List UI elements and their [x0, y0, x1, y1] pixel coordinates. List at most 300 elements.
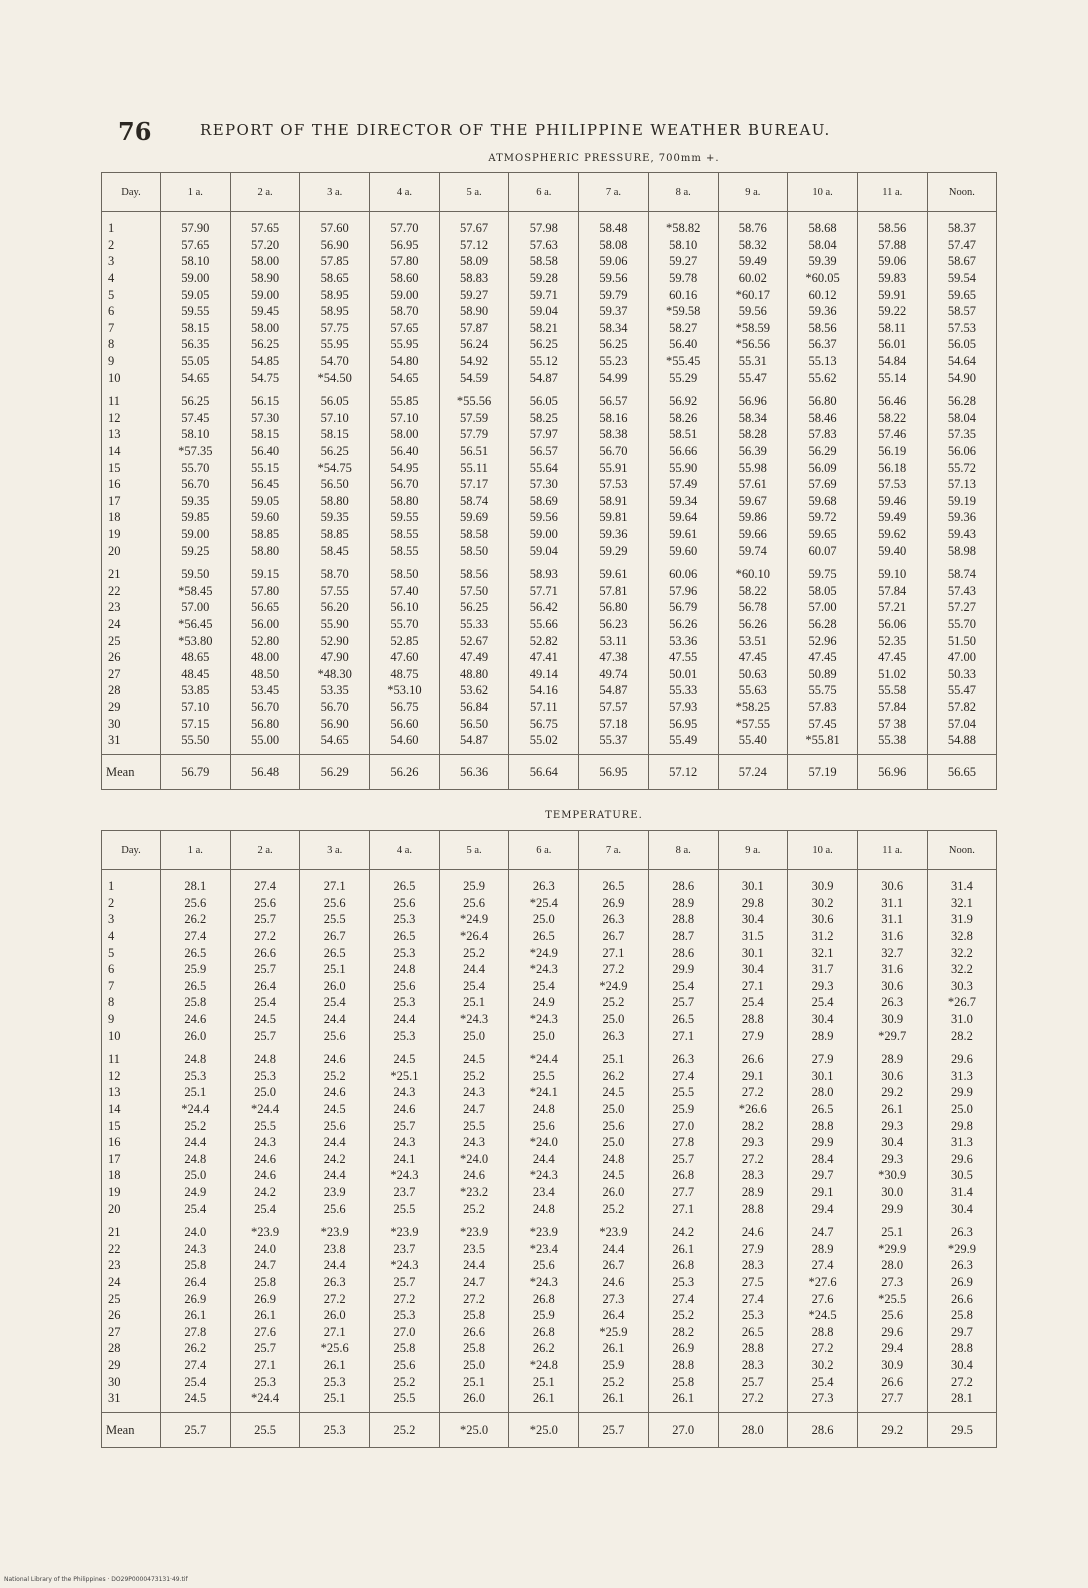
value-cell: 32.1	[927, 895, 997, 912]
table-row	[102, 509, 997, 526]
column-header: 4 a.	[370, 173, 440, 212]
value-cell: 26.8	[509, 1290, 579, 1307]
table-row	[102, 632, 997, 649]
value-cell: 59.29	[579, 542, 649, 559]
value-cell: 58.48	[579, 212, 649, 237]
value-cell: 59.04	[509, 303, 579, 320]
value-cell: 59.28	[509, 270, 579, 287]
day-cell: 4	[102, 928, 161, 945]
value-cell: 27.2	[230, 928, 300, 945]
value-cell: 32.7	[857, 944, 927, 961]
value-cell: 25.0	[439, 1027, 509, 1044]
value-cell: 26.8	[648, 1257, 718, 1274]
value-cell: 26.5	[370, 870, 440, 895]
value-cell: 25.2	[648, 1307, 718, 1324]
mean-value: 28.6	[788, 1413, 858, 1448]
value-cell: 28.6	[648, 870, 718, 895]
day-cell: 31	[102, 1390, 161, 1413]
value-cell: 59.71	[509, 286, 579, 303]
value-cell: 25.2	[300, 1068, 370, 1085]
value-cell: 58.46	[788, 410, 858, 427]
value-cell: *24.4	[230, 1101, 300, 1118]
day-cell: 15	[102, 1117, 161, 1134]
value-cell: 57.69	[788, 476, 858, 493]
table-row	[102, 682, 997, 699]
table-row	[102, 303, 997, 320]
value-cell: 25.1	[509, 1373, 579, 1390]
value-cell: 24.0	[230, 1240, 300, 1257]
column-header: 3 a.	[300, 831, 370, 870]
value-cell: 55.05	[161, 353, 231, 370]
value-cell: 57.80	[370, 253, 440, 270]
value-cell: 25.3	[370, 1307, 440, 1324]
value-cell: 59.64	[648, 509, 718, 526]
value-cell: 57.55	[300, 582, 370, 599]
value-cell: 57.84	[857, 582, 927, 599]
value-cell: 60.02	[718, 270, 788, 287]
value-cell: 25.4	[439, 978, 509, 995]
value-cell: 25.1	[300, 1390, 370, 1413]
value-cell: 53.51	[718, 632, 788, 649]
value-cell: *55.81	[788, 732, 858, 755]
value-cell: 26.2	[579, 1068, 649, 1085]
value-cell: 25.6	[579, 1117, 649, 1134]
value-cell: 24.5	[370, 1044, 440, 1068]
value-cell: 54.59	[439, 369, 509, 386]
value-cell: 58.15	[161, 320, 231, 337]
day-cell: 24	[102, 616, 161, 633]
value-cell: 29.6	[927, 1151, 997, 1168]
value-cell: 58.95	[300, 303, 370, 320]
value-cell: 59.45	[230, 303, 300, 320]
value-cell: 58.10	[161, 426, 231, 443]
value-cell: 49.74	[579, 665, 649, 682]
value-cell: 52.80	[230, 632, 300, 649]
table-row	[102, 426, 997, 443]
value-cell: *25.1	[370, 1068, 440, 1085]
value-cell: 25.4	[161, 1200, 231, 1217]
value-cell: 25.6	[230, 895, 300, 912]
value-cell: 58.80	[300, 493, 370, 510]
value-cell: 56.70	[161, 476, 231, 493]
value-cell: 56.05	[509, 386, 579, 410]
value-cell: 47.38	[579, 649, 649, 666]
mean-value: 29.5	[927, 1413, 997, 1448]
value-cell: 27.1	[300, 870, 370, 895]
value-cell: 55.38	[857, 732, 927, 755]
mean-value: 57.12	[648, 755, 718, 790]
value-cell: 25.8	[161, 994, 231, 1011]
value-cell: 58.50	[370, 559, 440, 583]
value-cell: 26.4	[579, 1307, 649, 1324]
value-cell: 32.2	[927, 944, 997, 961]
table-row	[102, 649, 997, 666]
value-cell: 56.90	[300, 715, 370, 732]
value-cell: 25.9	[161, 961, 231, 978]
value-cell: 31.5	[718, 928, 788, 945]
day-cell: 12	[102, 410, 161, 427]
value-cell: 60.12	[788, 286, 858, 303]
value-cell: 58.05	[788, 582, 858, 599]
value-cell: 52.85	[370, 632, 440, 649]
value-cell: *23.9	[300, 1217, 370, 1241]
value-cell: 25.9	[579, 1357, 649, 1374]
value-cell: 57.97	[509, 426, 579, 443]
value-cell: 56.06	[927, 443, 997, 460]
day-cell: 28	[102, 1340, 161, 1357]
value-cell: 25.3	[718, 1307, 788, 1324]
value-cell: 24.3	[161, 1240, 231, 1257]
value-cell: 27.3	[579, 1290, 649, 1307]
value-cell: 47.45	[718, 649, 788, 666]
value-cell: 57.65	[161, 237, 231, 254]
value-cell: 59.83	[857, 270, 927, 287]
value-cell: 24.1	[370, 1151, 440, 1168]
day-cell: 25	[102, 1290, 161, 1307]
value-cell: 59.22	[857, 303, 927, 320]
value-cell: 27.2	[718, 1084, 788, 1101]
value-cell: 58.11	[857, 320, 927, 337]
value-cell: 25.2	[161, 1117, 231, 1134]
value-cell: 23.8	[300, 1240, 370, 1257]
day-cell: 13	[102, 1084, 161, 1101]
table-row	[102, 944, 997, 961]
value-cell: 28.8	[718, 1011, 788, 1028]
value-cell: 50.01	[648, 665, 718, 682]
value-cell: 25.4	[300, 994, 370, 1011]
value-cell: 53.45	[230, 682, 300, 699]
value-cell: *56.56	[718, 336, 788, 353]
day-cell: 2	[102, 237, 161, 254]
value-cell: 27.4	[718, 1290, 788, 1307]
value-cell: 25.9	[439, 870, 509, 895]
value-cell: 55.47	[927, 682, 997, 699]
value-cell: 25.4	[230, 1200, 300, 1217]
value-cell: 25.0	[579, 1101, 649, 1118]
value-cell: 28.9	[718, 1184, 788, 1201]
value-cell: 58.91	[579, 493, 649, 510]
table-row	[102, 320, 997, 337]
table-row	[102, 1357, 997, 1374]
value-cell: 26.2	[509, 1340, 579, 1357]
value-cell: 26.5	[718, 1323, 788, 1340]
value-cell: 56.57	[509, 443, 579, 460]
value-cell: 26.2	[161, 911, 231, 928]
value-cell: 23.5	[439, 1240, 509, 1257]
value-cell: 58.98	[927, 542, 997, 559]
value-cell: 56.70	[230, 699, 300, 716]
value-cell: 55.31	[718, 353, 788, 370]
value-cell: 59.15	[230, 559, 300, 583]
value-cell: 56.25	[579, 336, 649, 353]
value-cell: 57.10	[370, 410, 440, 427]
value-cell: 25.1	[439, 994, 509, 1011]
value-cell: 25.6	[370, 978, 440, 995]
value-cell: 58.00	[230, 253, 300, 270]
value-cell: 24.8	[370, 961, 440, 978]
value-cell: 56.70	[370, 476, 440, 493]
day-cell: 19	[102, 526, 161, 543]
value-cell: 25.2	[439, 944, 509, 961]
value-cell: 59.00	[509, 526, 579, 543]
value-cell: 58.08	[579, 237, 649, 254]
value-cell: 55.49	[648, 732, 718, 755]
value-cell: 58.56	[857, 212, 927, 237]
value-cell: *29.9	[927, 1240, 997, 1257]
value-cell: 31.9	[927, 911, 997, 928]
value-cell: 27.1	[648, 1027, 718, 1044]
day-cell: 22	[102, 1240, 161, 1257]
value-cell: 25.7	[648, 1151, 718, 1168]
value-cell: 48.50	[230, 665, 300, 682]
value-cell: 25.9	[648, 1101, 718, 1118]
value-cell: 60.06	[648, 559, 718, 583]
value-cell: 56.79	[648, 599, 718, 616]
value-cell: 52.35	[857, 632, 927, 649]
value-cell: 57.85	[300, 253, 370, 270]
value-cell: 58.93	[509, 559, 579, 583]
value-cell: *54.50	[300, 369, 370, 386]
value-cell: 57.65	[230, 212, 300, 237]
value-cell: 58.27	[648, 320, 718, 337]
value-cell: 59.55	[370, 509, 440, 526]
value-cell: 56.78	[718, 599, 788, 616]
value-cell: 30.4	[718, 911, 788, 928]
value-cell: 56.70	[579, 443, 649, 460]
value-cell: 25.7	[648, 994, 718, 1011]
day-cell: 24	[102, 1274, 161, 1291]
value-cell: 25.8	[648, 1373, 718, 1390]
value-cell: 32.8	[927, 928, 997, 945]
value-cell: 24.4	[300, 1167, 370, 1184]
value-cell: 57.30	[509, 476, 579, 493]
value-cell: 55.13	[788, 353, 858, 370]
value-cell: 56.65	[230, 599, 300, 616]
value-cell: 57.81	[579, 582, 649, 599]
value-cell: 27.4	[788, 1257, 858, 1274]
value-cell: 25.7	[230, 911, 300, 928]
value-cell: *23.4	[509, 1240, 579, 1257]
day-cell: 31	[102, 732, 161, 755]
value-cell: *24.4	[161, 1101, 231, 1118]
value-cell: 57.15	[161, 715, 231, 732]
value-cell: *24.1	[509, 1084, 579, 1101]
value-cell: 58.60	[370, 270, 440, 287]
value-cell: *23.9	[509, 1217, 579, 1241]
day-cell: 27	[102, 665, 161, 682]
value-cell: 25.3	[370, 994, 440, 1011]
value-cell: *24.4	[230, 1390, 300, 1413]
value-cell: *25.4	[509, 895, 579, 912]
value-cell: *58.59	[718, 320, 788, 337]
day-cell: 20	[102, 542, 161, 559]
value-cell: 25.6	[439, 895, 509, 912]
value-cell: 56.46	[857, 386, 927, 410]
day-cell: 26	[102, 649, 161, 666]
value-cell: 24.8	[161, 1044, 231, 1068]
value-cell: 28.9	[648, 895, 718, 912]
mean-value: 56.79	[161, 755, 231, 790]
day-cell: 17	[102, 1151, 161, 1168]
value-cell: 58.69	[509, 493, 579, 510]
table-row	[102, 978, 997, 995]
value-cell: 58.74	[439, 493, 509, 510]
value-cell: 58.68	[788, 212, 858, 237]
value-cell: 59.10	[857, 559, 927, 583]
value-cell: 30.6	[857, 870, 927, 895]
value-cell: 58.80	[230, 542, 300, 559]
value-cell: 57.79	[439, 426, 509, 443]
day-cell: 16	[102, 476, 161, 493]
value-cell: 27.2	[439, 1290, 509, 1307]
value-cell: 31.1	[857, 895, 927, 912]
value-cell: 57.45	[161, 410, 231, 427]
value-cell: 31.7	[788, 961, 858, 978]
value-cell: 27.1	[579, 944, 649, 961]
value-cell: 59.05	[161, 286, 231, 303]
value-cell: 56.25	[300, 443, 370, 460]
column-header: 1 a.	[161, 831, 231, 870]
value-cell: 54.75	[230, 369, 300, 386]
value-cell: 56.10	[370, 599, 440, 616]
value-cell: 25.6	[300, 1200, 370, 1217]
value-cell: 24.8	[230, 1044, 300, 1068]
mean-value: 56.96	[857, 755, 927, 790]
table-row	[102, 1027, 997, 1044]
value-cell: 57.17	[439, 476, 509, 493]
value-cell: 59.62	[857, 526, 927, 543]
value-cell: 57.67	[439, 212, 509, 237]
value-cell: 25.6	[161, 895, 231, 912]
day-cell: 26	[102, 1307, 161, 1324]
mean-value: 25.7	[579, 1413, 649, 1448]
value-cell: 26.6	[718, 1044, 788, 1068]
value-cell: 29.8	[927, 1117, 997, 1134]
day-cell: 14	[102, 443, 161, 460]
value-cell: 57.82	[927, 699, 997, 716]
value-cell: 25.6	[300, 1117, 370, 1134]
value-cell: 25.8	[927, 1307, 997, 1324]
table-row	[102, 895, 997, 912]
value-cell: 27.2	[718, 1390, 788, 1413]
mean-value: 56.95	[579, 755, 649, 790]
column-header: 11 a.	[857, 831, 927, 870]
value-cell: 28.3	[718, 1257, 788, 1274]
value-cell: 25.7	[370, 1117, 440, 1134]
value-cell: 57.98	[509, 212, 579, 237]
value-cell: 55.95	[300, 336, 370, 353]
value-cell: 57.65	[370, 320, 440, 337]
value-cell: 24.5	[579, 1084, 649, 1101]
mean-value: 56.29	[300, 755, 370, 790]
table-row	[102, 1323, 997, 1340]
value-cell: 31.0	[927, 1011, 997, 1028]
value-cell: 28.4	[788, 1151, 858, 1168]
value-cell: 53.36	[648, 632, 718, 649]
value-cell: 58.85	[230, 526, 300, 543]
value-cell: 59.25	[161, 542, 231, 559]
value-cell: 28.9	[788, 1240, 858, 1257]
value-cell: 59.05	[230, 493, 300, 510]
value-cell: *25.9	[579, 1323, 649, 1340]
value-cell: 27.2	[300, 1290, 370, 1307]
value-cell: 25.0	[439, 1357, 509, 1374]
value-cell: 25.6	[370, 895, 440, 912]
value-cell: 58.38	[579, 426, 649, 443]
day-cell: 11	[102, 386, 161, 410]
value-cell: *24.3	[509, 1011, 579, 1028]
value-cell: 54.85	[230, 353, 300, 370]
value-cell: 24.2	[648, 1217, 718, 1241]
table-row	[102, 1217, 997, 1241]
day-cell: 1	[102, 212, 161, 237]
value-cell: 25.6	[857, 1307, 927, 1324]
value-cell: 28.3	[718, 1357, 788, 1374]
value-cell: 56.09	[788, 459, 858, 476]
pressure-header-row	[102, 173, 997, 212]
value-cell: 28.2	[927, 1027, 997, 1044]
value-cell: 56.24	[439, 336, 509, 353]
temperature-header-row	[102, 831, 997, 870]
value-cell: 27.4	[648, 1068, 718, 1085]
value-cell: 30.6	[788, 911, 858, 928]
value-cell: 59.55	[161, 303, 231, 320]
table-row	[102, 911, 997, 928]
column-header: 4 a.	[370, 831, 440, 870]
mean-value: 56.26	[370, 755, 440, 790]
value-cell: 25.8	[439, 1307, 509, 1324]
value-cell: 56.84	[439, 699, 509, 716]
value-cell: 47.60	[370, 649, 440, 666]
mean-label: Mean	[102, 1413, 161, 1448]
value-cell: 24.4	[579, 1240, 649, 1257]
value-cell: 57.71	[509, 582, 579, 599]
value-cell: 49.14	[509, 665, 579, 682]
value-cell: 26.5	[161, 944, 231, 961]
pressure-table	[101, 172, 997, 790]
day-cell: 22	[102, 582, 161, 599]
value-cell: 56.80	[230, 715, 300, 732]
value-cell: 57.21	[857, 599, 927, 616]
value-cell: 58.22	[857, 410, 927, 427]
value-cell: 26.5	[370, 928, 440, 945]
value-cell: 25.1	[300, 961, 370, 978]
value-cell: *23.2	[439, 1184, 509, 1201]
value-cell: 56.95	[648, 715, 718, 732]
value-cell: *24.3	[439, 1011, 509, 1028]
value-cell: 26.7	[579, 1257, 649, 1274]
day-cell: 1	[102, 870, 161, 895]
value-cell: 25.0	[579, 1011, 649, 1028]
value-cell: 59.65	[927, 286, 997, 303]
value-cell: 25.4	[788, 994, 858, 1011]
value-cell: 59.06	[857, 253, 927, 270]
value-cell: 56.39	[718, 443, 788, 460]
value-cell: 27.6	[230, 1323, 300, 1340]
value-cell: 47.55	[648, 649, 718, 666]
value-cell: 30.3	[927, 978, 997, 995]
value-cell: 59.36	[788, 303, 858, 320]
value-cell: 31.6	[857, 961, 927, 978]
mean-value: 25.7	[161, 1413, 231, 1448]
value-cell: 56.20	[300, 599, 370, 616]
value-cell: 25.3	[370, 944, 440, 961]
value-cell: 55.63	[718, 682, 788, 699]
value-cell: 56.25	[439, 599, 509, 616]
value-cell: 24.4	[300, 1011, 370, 1028]
value-cell: 25.5	[648, 1084, 718, 1101]
mean-value: 27.0	[648, 1413, 718, 1448]
